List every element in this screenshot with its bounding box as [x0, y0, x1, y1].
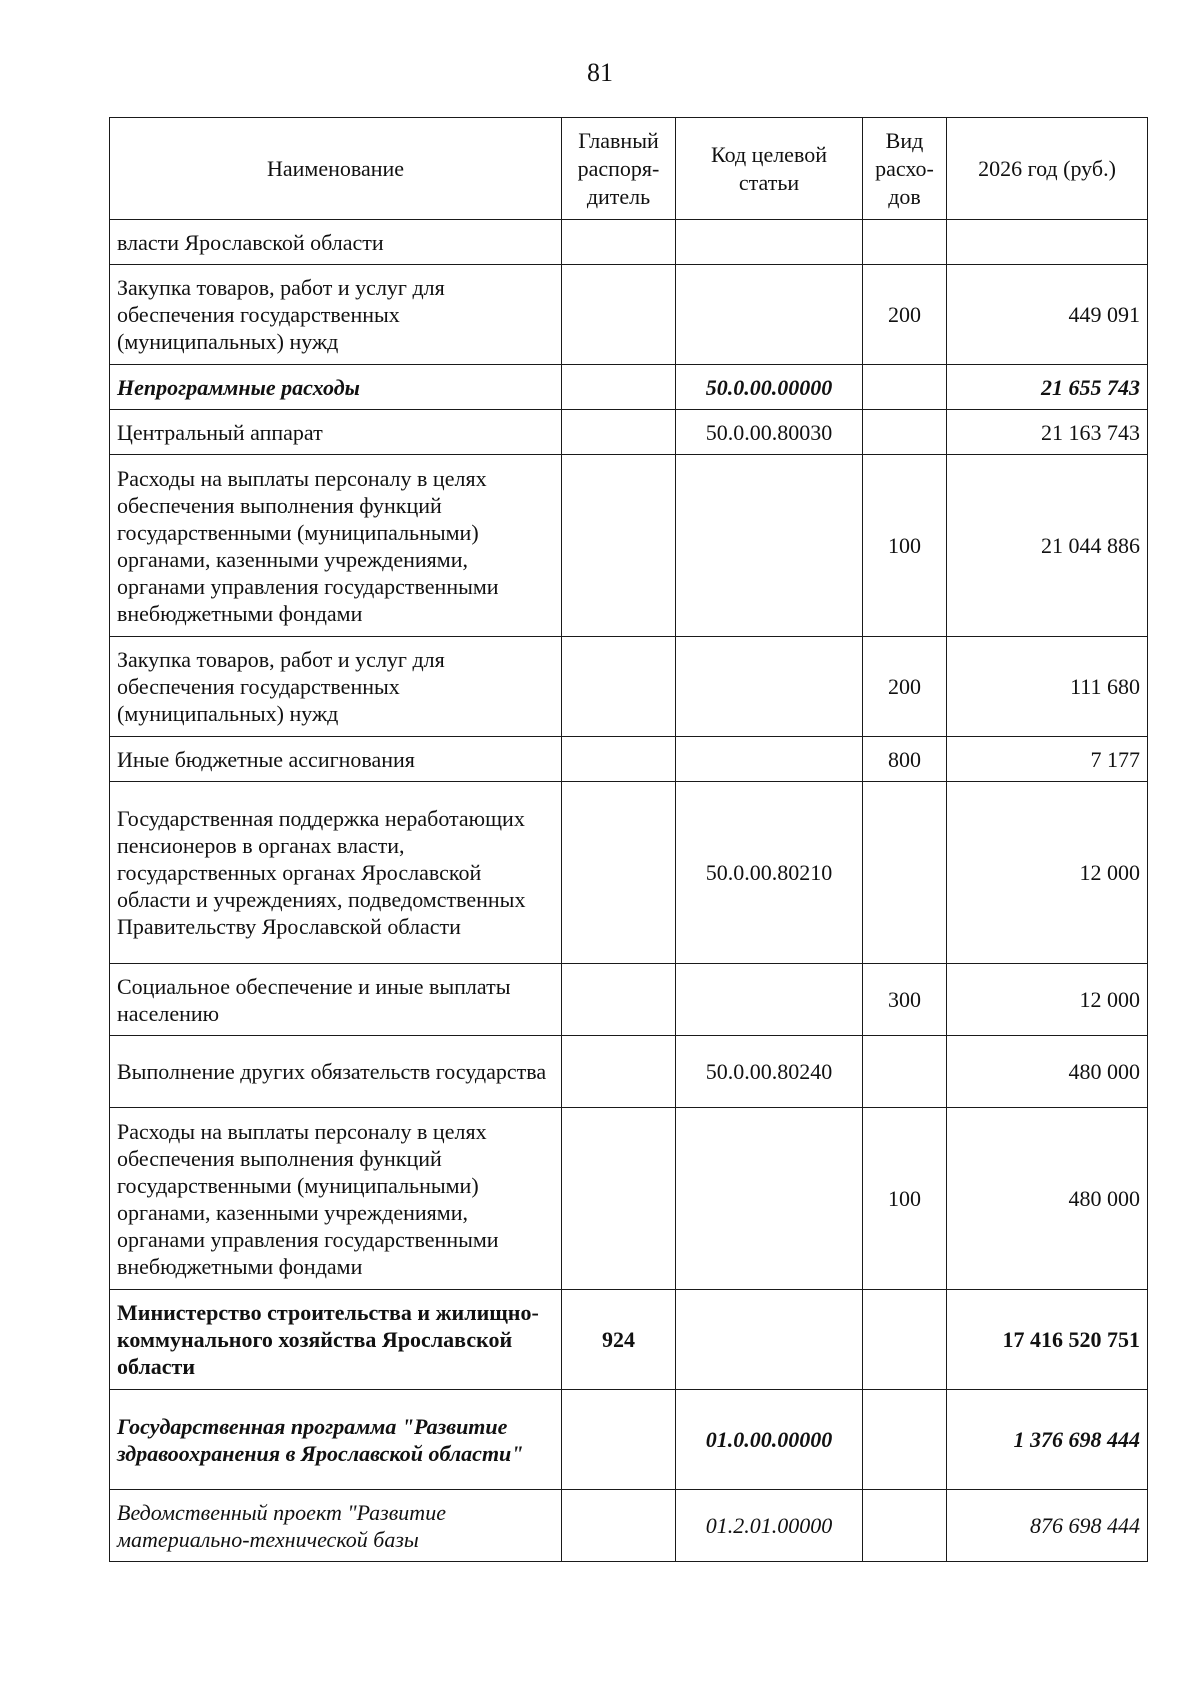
- table-row: [110, 265, 1148, 365]
- cell-main-manager: [562, 1036, 676, 1108]
- cell-name: Ведомственный проект "Развитие материально-технической базы: [110, 1490, 562, 1562]
- cell-target-code: 50.0.00.00000: [676, 365, 863, 410]
- cell-main-manager: [562, 964, 676, 1036]
- cell-name: Закупка товаров, работ и услуг для обеспечения государственных (муниципальных) нужд: [110, 265, 562, 365]
- header-main-manager: Главный распоря-дитель: [562, 118, 676, 220]
- cell-target-code: [676, 637, 863, 737]
- cell-name: Иные бюджетные ассигнования: [110, 737, 562, 782]
- cell-main-manager: [562, 637, 676, 737]
- cell-main-manager: [562, 365, 676, 410]
- cell-amount: 449 091: [947, 265, 1148, 365]
- cell-target-code: [676, 265, 863, 365]
- cell-main-manager: [562, 1390, 676, 1490]
- cell-amount: 480 000: [947, 1108, 1148, 1290]
- cell-expense-kind: [863, 365, 947, 410]
- cell-amount: 21 044 886: [947, 455, 1148, 637]
- cell-expense-kind: [863, 1290, 947, 1390]
- cell-name: Закупка товаров, работ и услуг для обеспечения государственных (муниципальных) нужд: [110, 637, 562, 737]
- table-header-row: [110, 118, 1148, 220]
- table-row: [110, 1490, 1148, 1562]
- cell-target-code: [676, 1108, 863, 1290]
- cell-name: Выполнение других обязательств государства: [110, 1036, 562, 1108]
- header-expense-kind: Вид расхо-дов: [863, 118, 947, 220]
- cell-target-code: [676, 964, 863, 1036]
- cell-amount: 21 163 743: [947, 410, 1148, 455]
- table-body: [110, 220, 1148, 1562]
- cell-target-code: 50.0.00.80030: [676, 410, 863, 455]
- cell-expense-kind: [863, 1490, 947, 1562]
- cell-main-manager: [562, 410, 676, 455]
- cell-name: Социальное обеспечение и иные выплаты населению: [110, 964, 562, 1036]
- cell-expense-kind: 100: [863, 455, 947, 637]
- cell-amount: 21 655 743: [947, 365, 1148, 410]
- budget-table: [109, 117, 1148, 1562]
- cell-target-code: 50.0.00.80210: [676, 782, 863, 964]
- cell-main-manager: [562, 737, 676, 782]
- cell-expense-kind: [863, 220, 947, 265]
- cell-expense-kind: 100: [863, 1108, 947, 1290]
- cell-name: Расходы на выплаты персоналу в целях обеспечения выполнения функций государственными (муниципальными) органами, казенными учреждениями, органами управления государственными внебюджетными фондами: [110, 1108, 562, 1290]
- table-row: [110, 365, 1148, 410]
- cell-amount: 12 000: [947, 964, 1148, 1036]
- cell-amount: 17 416 520 751: [947, 1290, 1148, 1390]
- table-row: [110, 737, 1148, 782]
- cell-name: Непрограммные расходы: [110, 365, 562, 410]
- cell-target-code: [676, 220, 863, 265]
- table-row: [110, 637, 1148, 737]
- cell-target-code: 01.2.01.00000: [676, 1490, 863, 1562]
- cell-main-manager: [562, 455, 676, 637]
- cell-name: Государственная поддержка неработающих пенсионеров в органах власти, государственных органах Ярославской области и учреждениях, подведомственных Правительству Ярославской области: [110, 782, 562, 964]
- table-row: [110, 220, 1148, 265]
- cell-expense-kind: [863, 1390, 947, 1490]
- header-target-code: Код целевой статьи: [676, 118, 863, 220]
- cell-target-code: [676, 455, 863, 637]
- cell-main-manager: [562, 1490, 676, 1562]
- cell-amount: 7 177: [947, 737, 1148, 782]
- cell-expense-kind: [863, 782, 947, 964]
- cell-target-code: 50.0.00.80240: [676, 1036, 863, 1108]
- header-name: Наименование: [110, 118, 562, 220]
- cell-amount: 1 376 698 444: [947, 1390, 1148, 1490]
- cell-main-manager: [562, 1108, 676, 1290]
- cell-expense-kind: 200: [863, 265, 947, 365]
- cell-name: Министерство строительства и жилищно-коммунального хозяйства Ярославской области: [110, 1290, 562, 1390]
- cell-amount: 12 000: [947, 782, 1148, 964]
- cell-amount: 876 698 444: [947, 1490, 1148, 1562]
- cell-amount: [947, 220, 1148, 265]
- table-row: [110, 782, 1148, 964]
- cell-amount: 480 000: [947, 1036, 1148, 1108]
- cell-target-code: 01.0.00.00000: [676, 1390, 863, 1490]
- table-row: [110, 1108, 1148, 1290]
- cell-amount: 111 680: [947, 637, 1148, 737]
- cell-main-manager: [562, 782, 676, 964]
- table-row: [110, 964, 1148, 1036]
- cell-name: Расходы на выплаты персоналу в целях обеспечения выполнения функций государственными (муниципальными) органами, казенными учреждениями, органами управления государственными внебюджетными фондами: [110, 455, 562, 637]
- header-amount: 2026 год (руб.): [947, 118, 1148, 220]
- cell-expense-kind: [863, 1036, 947, 1108]
- cell-main-manager: [562, 265, 676, 365]
- cell-name: Центральный аппарат: [110, 410, 562, 455]
- page-number: 81: [587, 58, 613, 87]
- cell-main-manager: [562, 220, 676, 265]
- cell-expense-kind: 300: [863, 964, 947, 1036]
- cell-target-code: [676, 1290, 863, 1390]
- cell-name: власти Ярославской области: [110, 220, 562, 265]
- cell-expense-kind: 200: [863, 637, 947, 737]
- cell-expense-kind: 800: [863, 737, 947, 782]
- table-row: [110, 410, 1148, 455]
- table-row: [110, 1036, 1148, 1108]
- table-row: [110, 1290, 1148, 1390]
- table-row: [110, 455, 1148, 637]
- cell-target-code: [676, 737, 863, 782]
- table-row: [110, 1390, 1148, 1490]
- cell-main-manager: 924: [562, 1290, 676, 1390]
- cell-expense-kind: [863, 410, 947, 455]
- cell-name: Государственная программа "Развитие здравоохранения в Ярославской области": [110, 1390, 562, 1490]
